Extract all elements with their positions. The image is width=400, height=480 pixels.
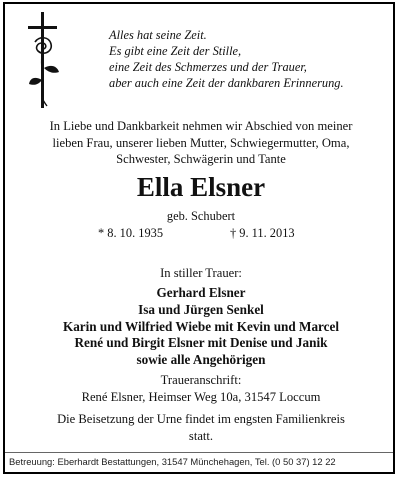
farewell-line: Schwester, Schwägerin und Tante <box>116 152 286 166</box>
mourner-line: sowie alle Angehörigen <box>136 352 266 368</box>
mourning-address: René Elsner, Heimser Weg 10a, 31547 Loccum <box>81 390 321 404</box>
farewell-line: lieben Frau, unserer lieben Mutter, Schwiegermutter, Oma, <box>52 135 350 150</box>
urn-notice-line: Die Beisetzung der Urne findet im engsten Familienkreis <box>57 412 345 426</box>
funeral-home-text: Betreuung: Eberhardt Bestattungen, 31547 Münchehagen, Tel. (0 50 37) 12 22 <box>9 456 336 467</box>
mourner-line: Gerhard Elsner <box>156 285 246 300</box>
cross-with-rose-icon <box>25 12 65 108</box>
farewell-line: In Liebe und Dankbarkeit nehmen wir Abschied von meiner <box>49 119 353 133</box>
deceased-name: Ella Elsner <box>136 172 266 202</box>
poem-line: aber auch eine Zeit der dankbaren Erinnerung. <box>109 76 344 90</box>
birth-date: * 8. 10. 1935 <box>98 226 164 240</box>
urn-burial-notice <box>5 411 397 444</box>
poem-line: Alles hat seine Zeit. <box>109 28 207 42</box>
birth-name: geb. Schubert <box>166 209 236 223</box>
mourner-line: Karin und Wilfried Wiebe mit Kevin und Marcel <box>62 318 340 334</box>
mourner-line: Isa und Jürgen Senkel <box>138 301 264 317</box>
mourner-line: René und Birgit Elsner mit Denise und Janik <box>74 335 328 351</box>
urn-notice-line: statt. <box>188 428 214 443</box>
poem-line: Es gibt eine Zeit der Stille, <box>109 44 242 58</box>
poem-line: eine Zeit des Schmerzes und der Trauer, <box>109 60 307 74</box>
funeral-home-footer <box>5 452 393 472</box>
farewell-text <box>5 118 397 168</box>
obituary-notice <box>3 2 395 474</box>
address-label: Traueranschrift: <box>160 373 242 387</box>
mourning-label: In stiller Trauer: <box>160 266 242 280</box>
mourners-list <box>5 285 397 369</box>
death-date: † 9. 11. 2013 <box>230 226 295 240</box>
poem <box>109 27 399 91</box>
